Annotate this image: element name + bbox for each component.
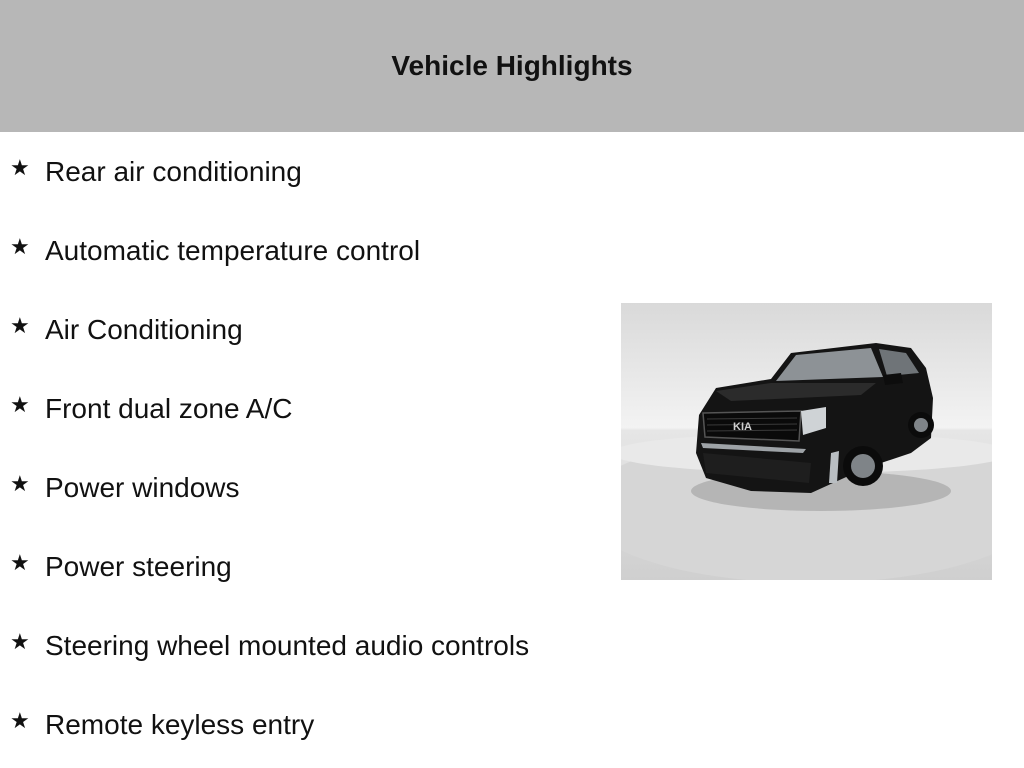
vehicle-photo bbox=[621, 303, 992, 580]
star-icon: ★ bbox=[10, 551, 30, 576]
star-icon: ★ bbox=[10, 156, 30, 181]
star-icon: ★ bbox=[10, 709, 30, 734]
star-icon: ★ bbox=[10, 235, 30, 260]
highlights-header bbox=[0, 0, 1024, 132]
star-icon: ★ bbox=[10, 314, 30, 339]
star-icon: ★ bbox=[10, 630, 30, 655]
star-icon: ★ bbox=[10, 472, 30, 497]
page-title: Vehicle Highlights bbox=[391, 50, 633, 81]
star-icon: ★ bbox=[10, 393, 30, 418]
feature-label: Remote keyless entry bbox=[45, 709, 315, 740]
feature-label: Front dual zone A/C bbox=[45, 393, 293, 424]
suv-illustration bbox=[621, 303, 992, 580]
feature-label: Power windows bbox=[45, 472, 240, 503]
feature-label: Air Conditioning bbox=[45, 314, 243, 345]
feature-label: Rear air conditioning bbox=[45, 156, 302, 187]
feature-label: Steering wheel mounted audio controls bbox=[45, 630, 530, 661]
svg-text:KIA: KIA bbox=[733, 421, 752, 433]
feature-label: Automatic temperature control bbox=[45, 235, 421, 266]
feature-label: Power steering bbox=[45, 551, 232, 582]
